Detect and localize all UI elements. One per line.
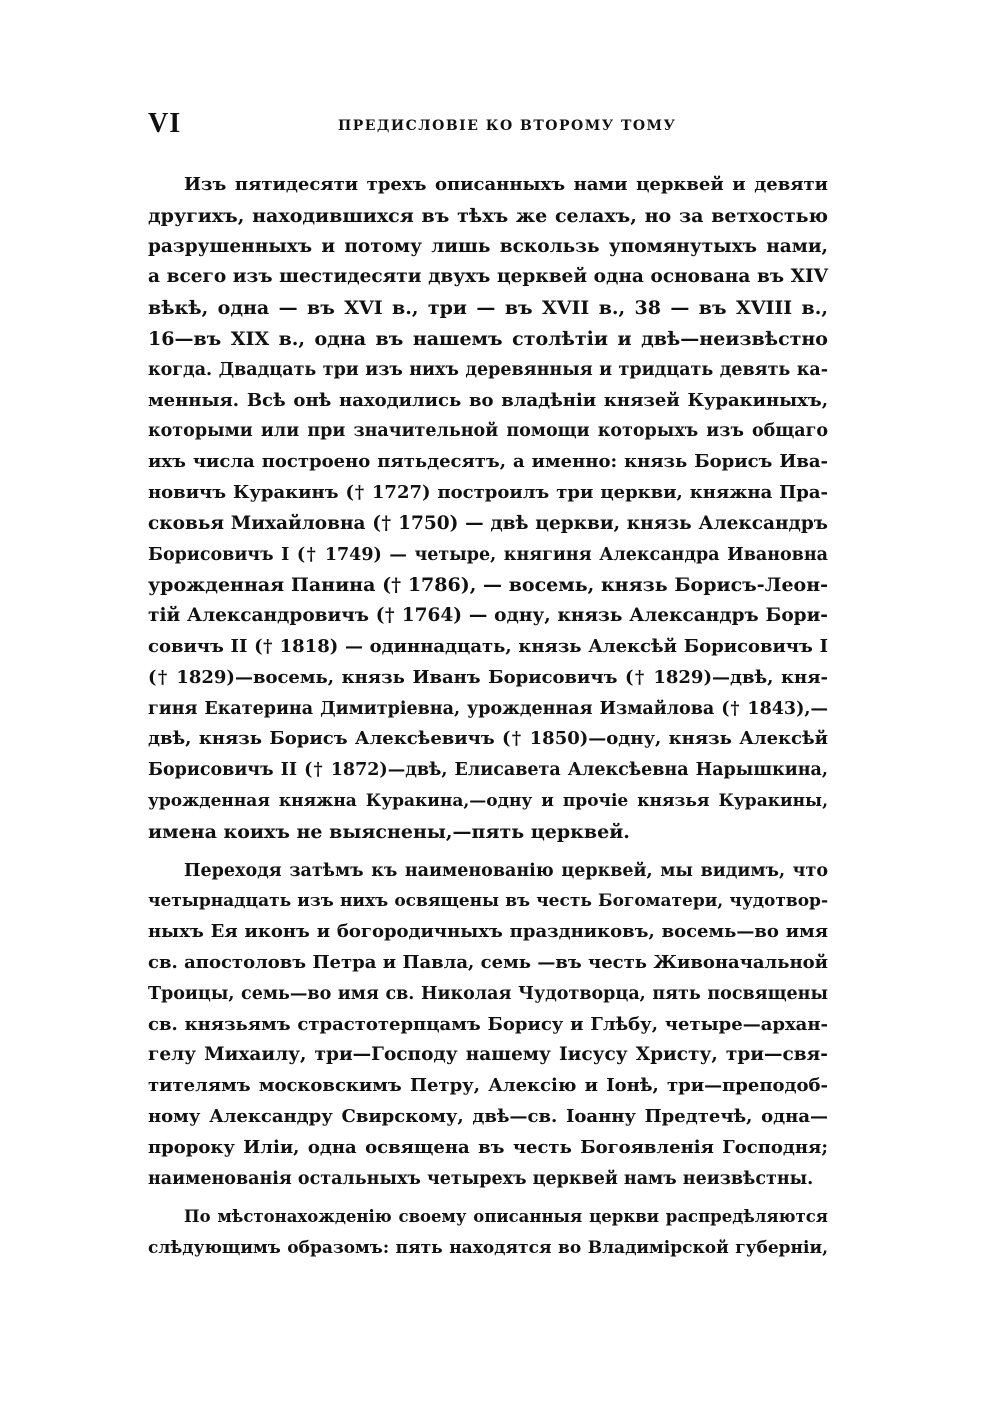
running-title: ПРЕДИСЛОВІЕ КО ВТОРОМУ ТОМУ [338,118,677,134]
page-number: VI [148,108,182,139]
text-line: ныхъ Ея иконъ и богородичныхъ праздниковъ, восемь—во имя [148,921,828,943]
text-line: другихъ, находившихся въ тѣхъ же селахъ, но за ветхостью [148,204,828,227]
text-line: новичъ Куракинъ († 1727) построилъ три церкви, княжна Пра- [148,481,828,503]
text-line: вѣкѣ, одна — въ XVI в., три — въ XVII в., 38 — въ XVIII в., [148,297,828,320]
text-line: гелу Михаилу, три—Господу нашему Іисусу Христу, три—свя- [148,1044,828,1066]
text-line: урожденная Панина († 1786), — восемь, князь Борисъ-Леон- [148,574,828,597]
paragraph-gap [148,848,828,856]
text-line: тителямъ московскимъ Петру, Алексію и Іонѣ, три—преподоб- [148,1075,828,1097]
text-line: († 1829)—восемь, князь Иванъ Борисовичъ († 1829)—двѣ, кня- [148,666,828,688]
text-line: пророку Иліи, одна освящена въ честь Богоявленія Господня; [148,1136,828,1158]
text-line: св. князьямъ страстотерпцамъ Борису и Глѣбу, четыре—архан- [148,1013,828,1035]
text-line: совичъ II († 1818) — одиннадцать, князь Алексѣй Борисовичъ I [148,635,828,657]
paragraph-1 [148,170,828,848]
text-line: ихъ числа построено пятьдесятъ, а именно: князь Борисъ Ива- [148,451,828,473]
text-line: По мѣстонахожденію своему описанныя церкви распредѣляются [184,1207,828,1227]
text-line: Троицы, семь—во имя св. Николая Чудотворца, пять посвящены [148,983,828,1004]
text-line: которыми или при значительной помощи которыхъ изъ общаго [148,421,828,442]
text-line: а всего изъ шестидесяти двухъ церквей одна основана въ XIV [148,266,828,288]
text-line: Борисовичъ I († 1749) — четыре, княгиня Александра Ивановна [148,544,828,565]
text-line: урожденная княжна Куракина,—одну и прочіе князья Куракины, [148,790,828,811]
text-line: гиня Екатерина Димитріевна, урожденная Измайлова († 1843),— [148,698,828,719]
paragraph-gap [148,1194,828,1202]
text-line: разрушенныхъ и потому лишь вскользь упомянутыхъ нами, [148,235,828,257]
text-line: ному Александру Свирскому, двѣ—св. Іоанну Предтечѣ, одна— [148,1105,828,1127]
text-line: Борисовичъ II († 1872)—двѣ, Елисавета Алексѣевна Нарышкина, [148,760,828,781]
text-line: св. апостоловъ Петра и Павла, семь —въ честь Живоначальной [148,951,828,973]
text-line: четырнадцать изъ нихъ освящены въ честь Богоматери, чудотвор- [148,891,828,912]
text-line: сковья Михайловна († 1750) — двѣ церкви, князь Александръ [148,512,828,534]
paragraph-2 [148,856,828,1195]
text-line: двѣ, князь Борисъ Алексѣевичъ († 1850)—одну, князь Алексѣй [148,728,828,750]
page-header [148,108,838,148]
text-line: тій Александровичъ († 1764) — одну, князь Александръ Бори- [148,605,828,627]
text-line: наименованія остальныхъ четырехъ церквей намъ неизвѣстны. [148,1168,814,1189]
text-line: 16—въ XIX в., одна въ нашемъ столѣтіи и двѣ—неизвѣстно [148,327,828,350]
body-text [148,170,828,1264]
text-line: слѣдующимъ образомъ: пять находятся во Владимірской губерніи, [148,1238,828,1259]
text-line: когда. Двадцать три изъ нихъ деревянныя и тридцать девять ка- [148,359,828,380]
text-line: имена коихъ не выяснены,—пять церквей. [148,820,630,843]
paragraph-3 [148,1202,828,1264]
text-line: Переходя затѣмъ къ наименованію церквей, мы видимъ, что [184,860,828,881]
text-line: Изъ пятидесяти трехъ описанныхъ нами церквей и девяти [184,174,828,195]
text-line: менныя. Всѣ онѣ находились во владѣніи князей Куракиныхъ, [148,389,828,411]
